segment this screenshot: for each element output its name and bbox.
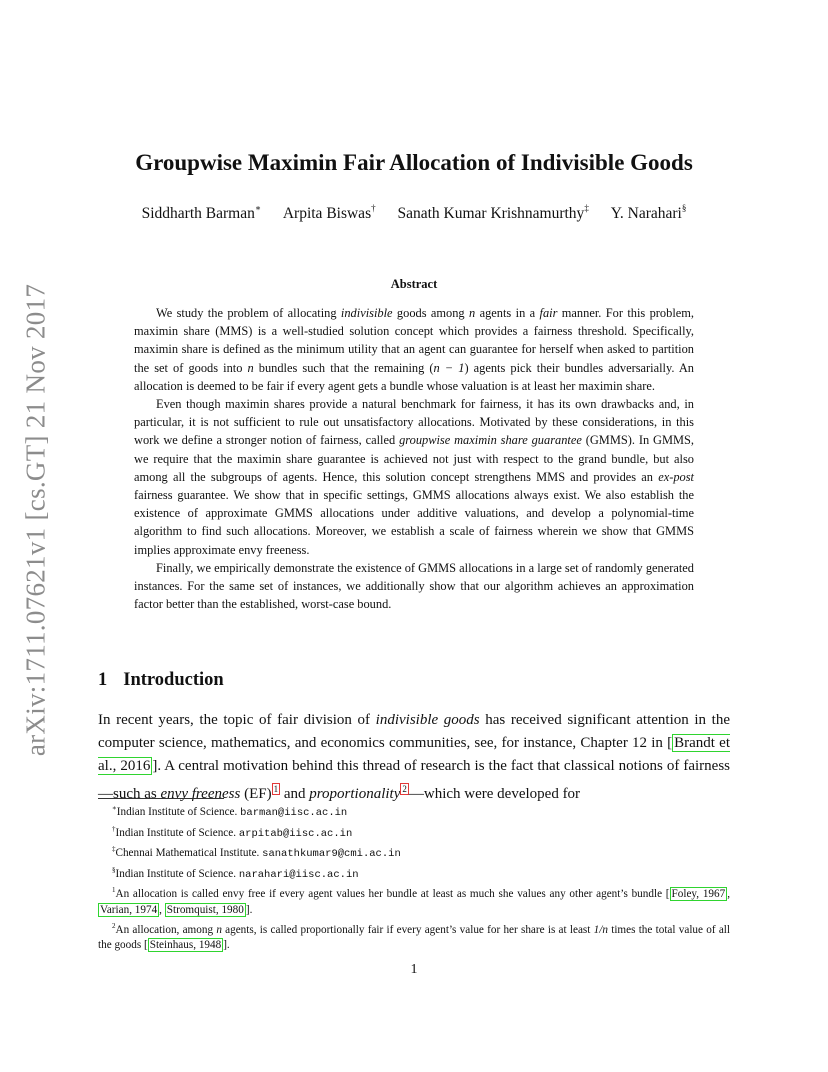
abstract-paragraph: We study the problem of allocating indivisible goods among n agents in a fair manner. For this problem, maximin share (MMS) is a well-studied solution concept which provides a fairness threshold. Specifically, maximin share is defined as the minimum utility that an agent can guarantee for herself when asked to partition the set of goods into n bundles such that the remaining (n − 1) agents pick their bundles adversarially. An allocation is deemed to be fair if every agent gets a bundle whose valuation is at least her maximin share. <box>134 306 695 393</box>
abstract-heading: Abstract <box>390 277 438 291</box>
abstract-paragraph: Finally, we empirically demonstrate the existence of GMMS allocations in a large set of randomly generated instances. For the same set of instances, we additionally show that our algorithm achieves an approximation factor better than the established, worst-case bound. <box>134 560 694 612</box>
author: Sanath Kumar Krishnamurthy‡ <box>397 203 589 222</box>
arxiv-sidebar <box>6 270 66 770</box>
footnote: $^2$An allocation, among n agents, is called proportionally fair if every agent’s value for her share is at least 1/n times the total value of all the goods [ Steinhaus, 1948 ]. <box>98 921 731 952</box>
author-list <box>98 203 730 223</box>
section-heading: 1 Introduction <box>98 670 224 690</box>
author: Siddharth Barman∗ <box>141 203 261 222</box>
footnotes <box>98 801 730 954</box>
footnote-rule <box>98 798 224 799</box>
email: barman@iisc.ac.in <box>240 807 348 819</box>
citation-link[interactable]: Stromquist, 1980 <box>166 903 244 916</box>
citation-link[interactable]: Foley, 1967 <box>671 888 726 901</box>
email: narahari@iisc.ac.in <box>238 868 359 881</box>
footnote: †Indian Institute of Science. arpitab@iisc.ac.in <box>112 824 353 840</box>
footnote: §Indian Institute of Science. narahari@iisc.ac.in <box>112 865 359 881</box>
footnote: ∗Indian Institute of Science. barman@iisc.ac.in <box>112 804 348 819</box>
citation-link[interactable]: Steinhaus, 1948 <box>149 939 222 952</box>
citation-link[interactable]: Varian, 1974 <box>100 903 158 916</box>
arxiv-identifier: arXiv:1711.07621v1 [cs.GT] 21 Nov 2017 <box>20 283 51 757</box>
citation-link[interactable]: Brandt et al., 2016 <box>98 735 730 774</box>
footnote-link[interactable]: 1 <box>273 784 279 794</box>
paper-title: Groupwise Maximin Fair Allocation of Indivisible Goods <box>135 150 693 175</box>
email: sanathkumar9@cmi.ac.in <box>262 848 401 861</box>
intro-paragraph: In recent years, the topic of fair division of indivisible goods has received significant attention in the computer science, mathematics, and economics communities, see, for instance, Chapter 12 in [ Brandt et al., 2016 ]. A central motivation behind this thread of research is the fact that classical notions of fairness—such as envy freeness (EF) $^1$ and proportionality $^2$ —which were developed for <box>98 712 731 802</box>
author: Y. Narahari§ <box>610 203 687 222</box>
footnote: ‡Chennai Mathematical Institute. sanathkumar9@cmi.ac.in <box>112 845 401 861</box>
author: Arpita Biswas† <box>282 203 376 222</box>
footnote-link[interactable]: 2 <box>402 784 407 794</box>
abstract-paragraph: Even though maximin shares provide a natural benchmark for fairness, it has its own drawbacks and, in particular, it is not sufficient to rule out unsatisfactory allocations. Motivated by these considerations, in this work we define a stronger notion of fairness, called groupwise maximin share guarantee (GMMS). In GMMS, we require that the maximin share guarantee is achieved not just with respect to the grand bundle, but also among all the subgroups of agents. Hence, this solution concept strengthens MMS and provides an ex-post fairness guarantee. We show that in specific settings, GMMS allocations always exist. We also establish the existence of approximate GMMS allocations under additive valuations, and develop a polynomial-time algorithm to find such allocations. Moreover, we establish a scale of fairness wherein we show that GMMS implies approximate envy freeness. <box>134 397 695 557</box>
abstract-body <box>134 304 694 613</box>
page-number: 1 <box>410 962 418 977</box>
email: arpitab@iisc.ac.in <box>238 827 353 840</box>
footnote: $^1$An allocation is called envy free if every agent values her bundle at least as much she values any other agent’s bundle [ Foley, 1967 , Varian, 1974 , Stromquist, 1980 ]. <box>100 886 731 916</box>
